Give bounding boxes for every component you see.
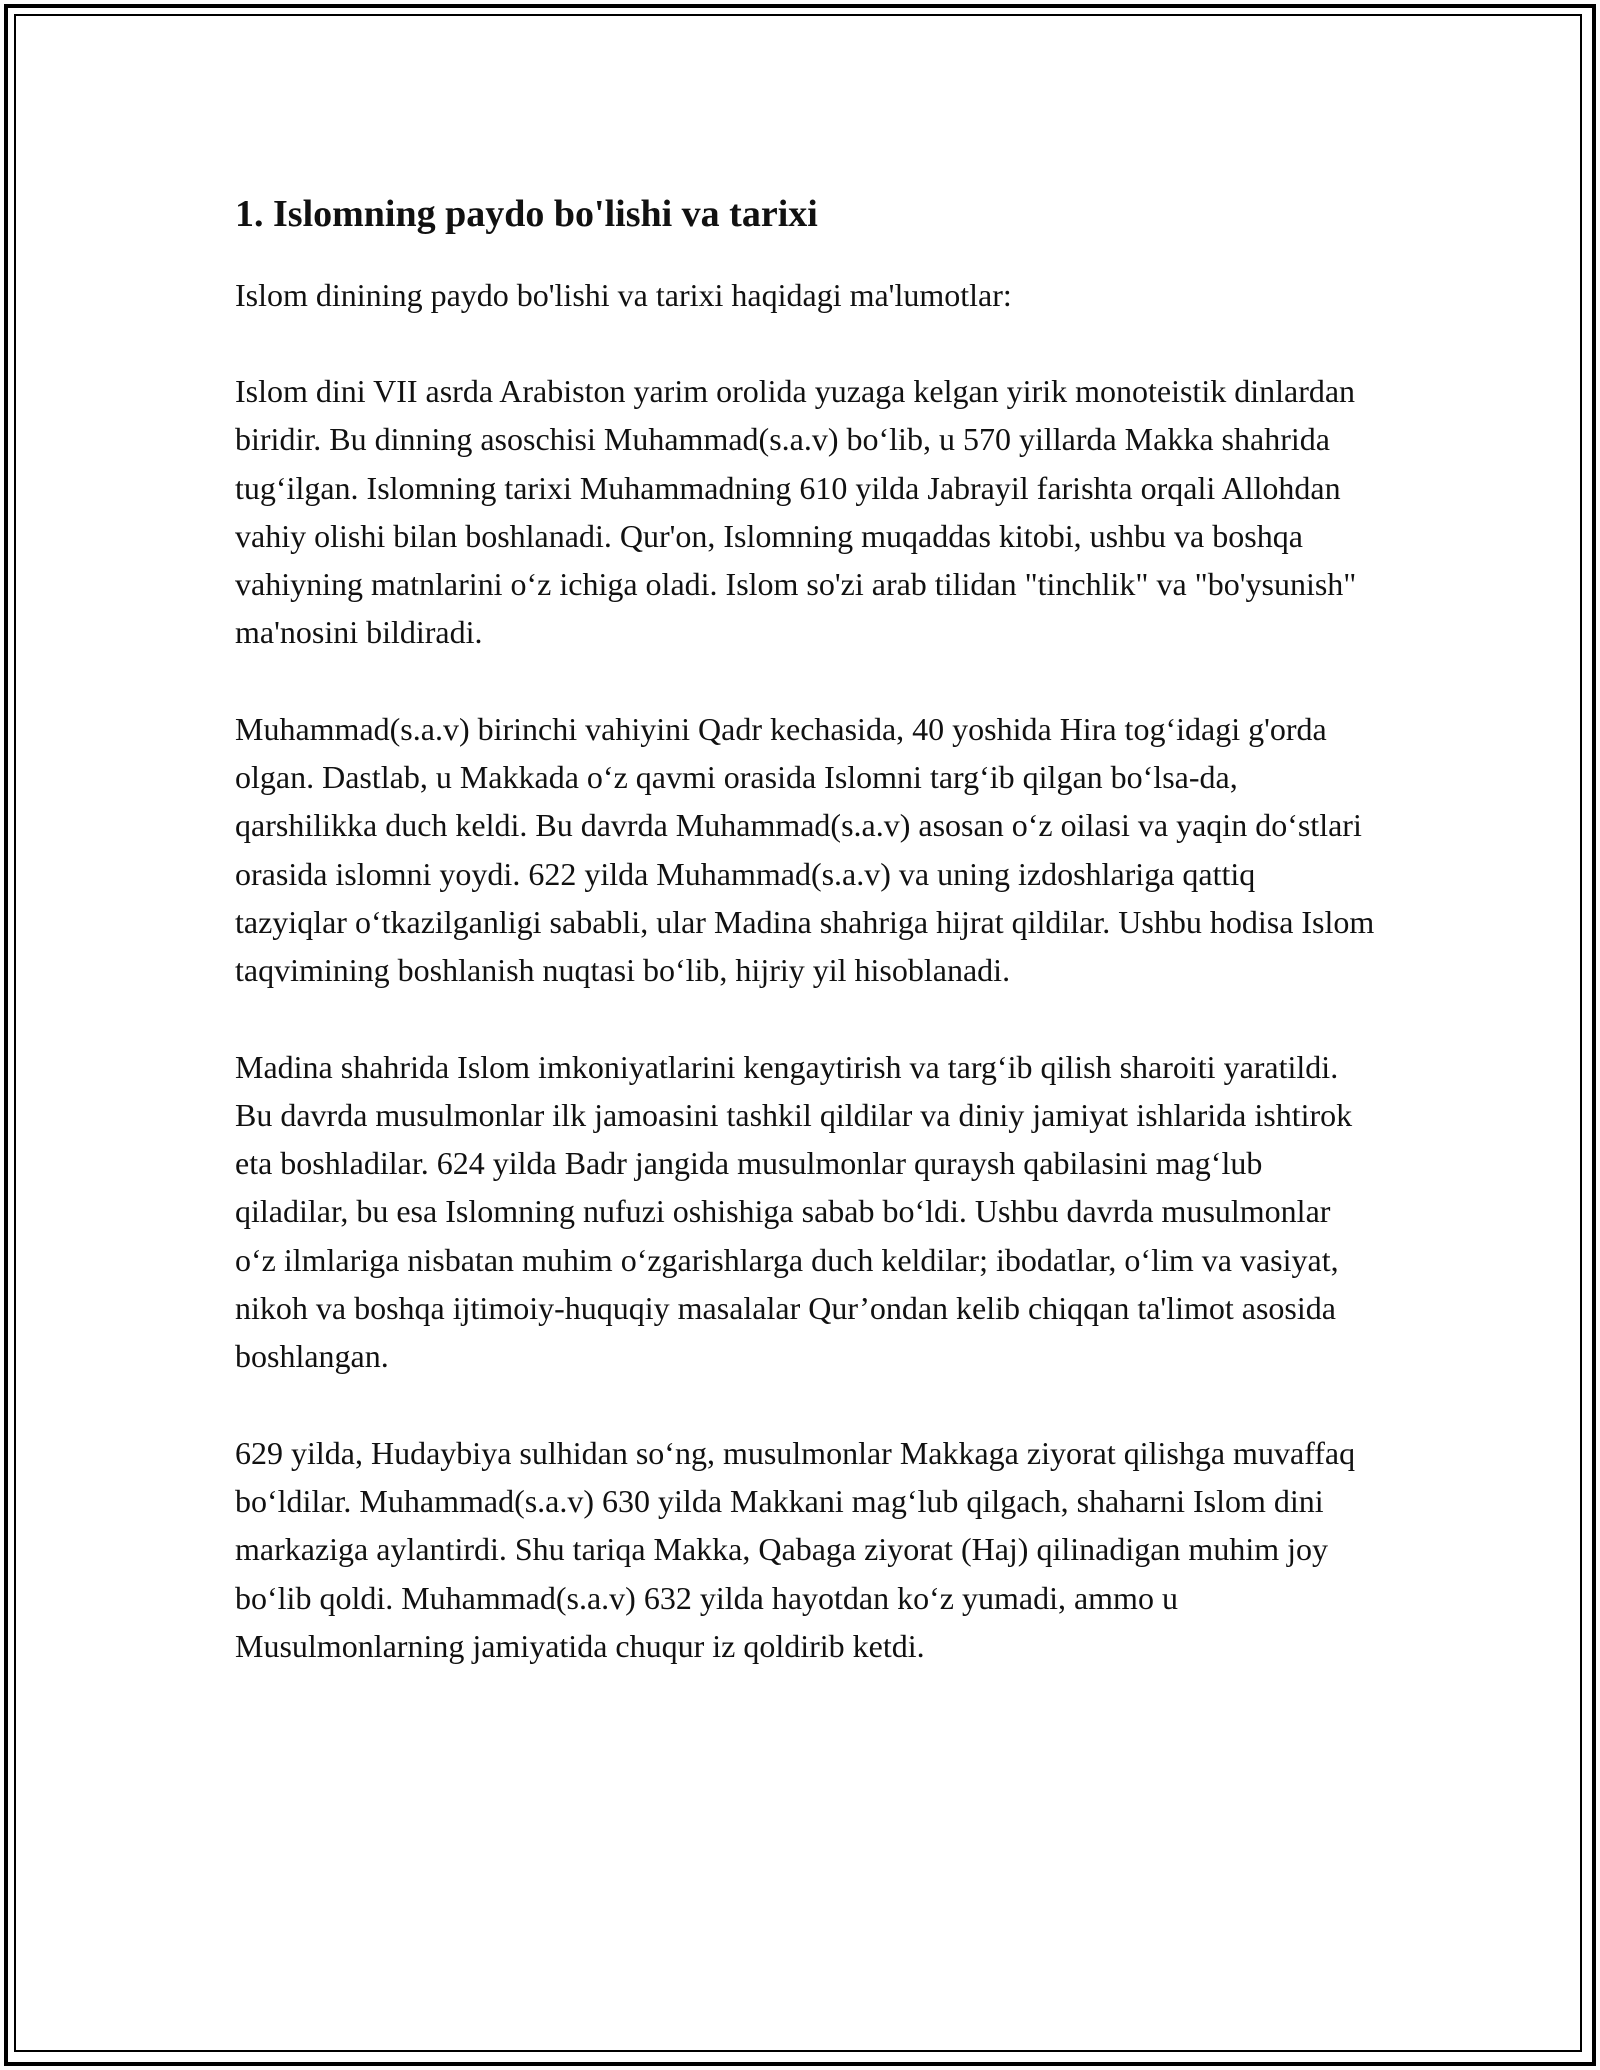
document-body — [235, 185, 1375, 1718]
intro-line: Islom dinining paydo bo'lishi va tarixi haqidagi ma'lumotlar: — [235, 277, 1012, 313]
document-title: 1. Islomning paydo bo'lishi va tarixi — [235, 193, 818, 235]
paragraph-origins: Islom dini VII asrda Arabiston yarim orolida yuzaga kelgan yirik monoteistik dinlardan biridir. Bu dinning asoschisi Muhammad(s.a.v) bo‘lib, u 570 yillarda Makka shahrida tug‘ilgan. Islomning tarixi Muhammadning 610 yilda Jabrayil farishta orqali Allohdan vahiy olishi bilan boshlanadi. Qur'on, Islomning muqaddas kitobi, ushbu va boshqa vahiyning matnlarini o‘z ichiga oladi. Islom so'zi arab tilidan "tinchlik" va "bo'ysunish" ma'nosini bildiradi. — [235, 373, 1357, 651]
paragraph-first-revelation: Muhammad(s.a.v) birinchi vahiyini Qadr kechasida, 40 yoshida Hira tog‘idagi g'orda olgan. Dastlab, u Makkada o‘z qavmi orasida Islomni targ‘ib qilgan bo‘lsa-da, qarshilikka duch keldi. Bu davrda Muhammad(s.a.v) asosan o‘z oilasi va yaqin do‘stlari orasida islomni yoydi. 622 yilda Muhammad(s.a.v) va uning izdoshlariga qattiq tazyiqlar o‘tkazilganligi sababli, ular Madina shahriga hijrat qildilar. Ushbu hodisa Islom taqvimining boshlanish nuqtasi bo‘lib, hijriy yil hisoblanadi. — [235, 710, 1375, 989]
paragraph-mecca: 629 yilda, Hudaybiya sulhidan so‘ng, musulmonlar Makkaga ziyorat qilishga muvaffaq bo‘ldilar. Muhammad(s.a.v) 630 yilda Makkani mag‘lub qilgach, shaharni Islom dini markaziga aylantirdi. Shu tariqa Makka, Qabaga ziyorat (Haj) qilinadigan muhim joy bo‘lib qoldi. Muhammad(s.a.v) 632 yilda hayotdan ko‘z yumadi, ammo u Musulmonlarning jamiyatida chuqur iz qoldirib ketdi. — [235, 1434, 1356, 1664]
paragraph-medina: Madina shahrida Islom imkoniyatlarini kengaytirish va targ‘ib qilish sharoiti yaratildi. Bu davrda musulmonlar ilk jamoasini tashkil qildilar va diniy jamiyat ishlarida ishtirok eta boshladilar. 624 yilda Badr jangida musulmonlar quraysh qabilasini mag‘lub qiladilar, bu esa Islomning nufuzi oshishiga sabab bo‘ldi. Ushbu davrda musulmonlar o‘z ilmlariga nisbatan muhim o‘zgarishlarga duch keldilar; ibodatlar, o‘lim va vasiyat, nikoh va boshqa ijtimoiy-huquqiy masalalar Qur’ondan kelib chiqqan ta'limot asosida boshlangan. — [235, 1048, 1353, 1375]
